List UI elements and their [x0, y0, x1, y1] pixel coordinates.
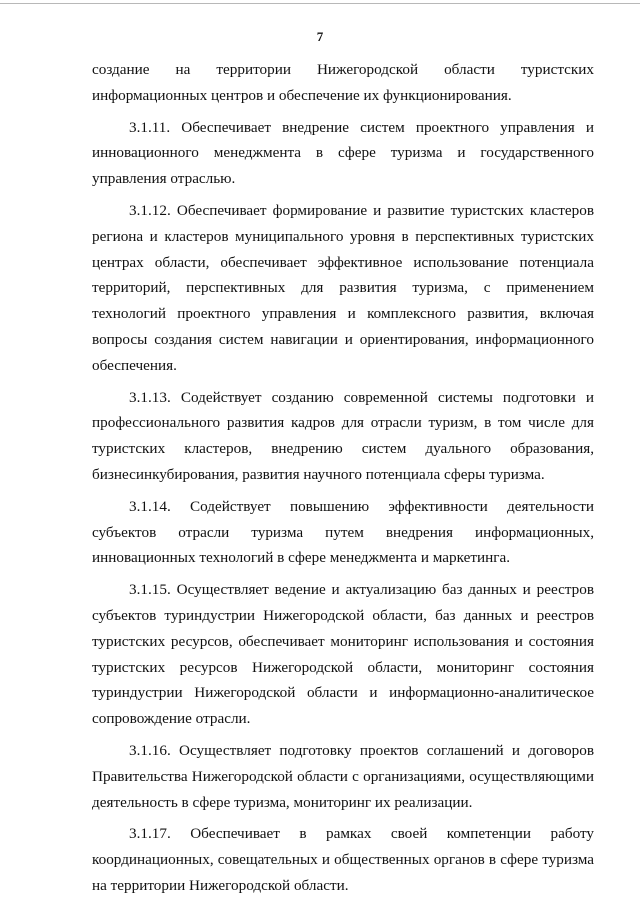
paragraph-continuation: создание на территории Нижегородской области туристских информационных центров и обеспечение их функционирования. — [92, 61, 594, 104]
paragraph-3-1-13: 3.1.13. Содействует созданию современной системы подготовки и профессионального развития кадров для отрасли туризм, в том числе для туристских кластеров, внедрению систем дуального образования, бизнесинкубирования, развития научного потенциала сферы туризма. — [92, 388, 594, 483]
document-body — [92, 57, 594, 905]
page-top-edge — [0, 3, 640, 4]
paragraph-3-1-14: 3.1.14. Содействует повышению эффективности деятельности субъектов отрасли туризма путем внедрения информационных, инновационных технологий в сфере менеджмента и маркетинга. — [92, 497, 594, 567]
paragraph-3-1-15: 3.1.15. Осуществляет ведение и актуализацию баз данных и реестров субъектов туриндустрии Нижегородской области, баз данных и реестров туристских ресурсов, обеспечивает мониторинг использования и состояния туристских ресурсов Нижегородской области, мониторинг состояния туриндустрии Нижегородской области и информационно-аналитическое сопровождение отрасли. — [92, 581, 594, 728]
paragraph-3-1-17: 3.1.17. Обеспечивает в рамках своей компетенции работу координационных, совещательных и общественных органов в сфере туризма на территории Нижегородской области. — [92, 825, 594, 894]
paragraph-3-1-12: 3.1.12. Обеспечивает формирование и развитие туристских кластеров региона и кластеров муниципального уровня в перспективных туристских центрах области, обеспечивает эффективное использование потенциала территорий, перспективных для развития туризма, с применением технологий проектного управления и комплексного развития, включая вопросы создания систем навигации и ориентирования, информационного обеспечения. — [92, 201, 594, 374]
paragraph-3-1-16: 3.1.16. Осуществляет подготовку проектов соглашений и договоров Правительства Нижегородской области с организациями, осуществляющими деятельность в сфере туризма, мониторинг их реализации. — [92, 741, 594, 811]
page-number: 7 — [316, 29, 324, 44]
paragraph-3-1-11: 3.1.11. Обеспечивает внедрение систем проектного управления и инновационного менеджмента в сфере туризма и государственного управления отраслью. — [92, 118, 594, 188]
